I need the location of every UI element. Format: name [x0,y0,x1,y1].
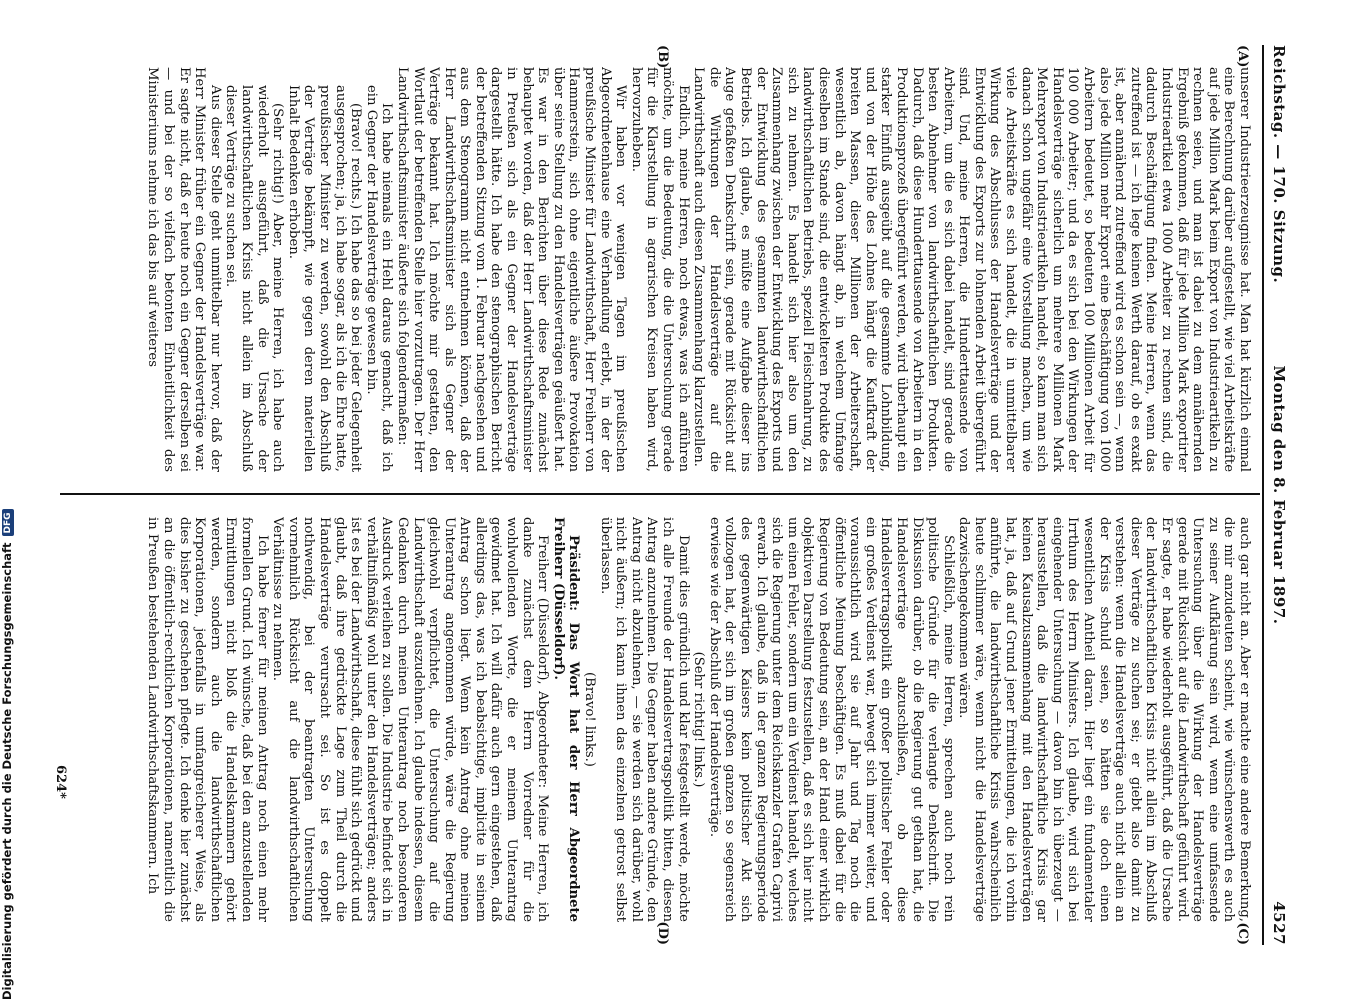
margin-marker-b: (B) [655,45,670,69]
credit-text: Digitalisierung gefördert durch die Deutsche Forschungsgemeinschaft [0,542,14,1000]
text-column-right [72,517,1252,922]
header-page-number: 4527 [1270,901,1288,945]
quote-paragraph: Ich habe niemals ein Hehl daraus gemacht, daß ich ein Gegner der Handelsverträge gewesen bin. [363,85,395,472]
paragraph: unserer Industrieerzeugnisse hat. Man hat kürzlich einmal eine Berechnung darüber aufgestellt, wie viel Arbeitskräfte auf jede Million Mark beim Export von Industrieartikeln zu rechnen seien, und man ist dabei zu dem annähernden Ergebniß gekommen, daß für jede Million Mark exportirter Industrieartikel etwa 1000 Arbeiter zu rechnen sind, die dadurch Beschäftigung finden. Meine Herren, wenn das zutreffend ist — ich lege keinen Werth darauf, ob es exakt ist, aber annähernd zutreffend wird es schon sein —, wenn also jede Million mehr Export eine Beschäftigung von 1000 Arbeitern bedeutet, so bedeuten 100 Millionen Arbeit für 100 000 Arbeiter; und da es sich bei den Wirkungen der Handelsverträge sicherlich um mehrere Millionen Mark Mehrexport von Industrieartikeln handelt, so kann man sich danach schon ungefähr eine Vorstellung machen, um wie viele Arbeitskräfte es sich handelt, die in unmittelbarer Wirkung des Abschlusses der Handelsverträge und der Entwicklung des Exports zur lohnenden Arbeit übergeführt sind. Und, meine Herren, die Hunderttausende von Arbeitern, um die es sich dabei handelt, sind gerade die besten Abnehmer von landwirthschaftlichen Produkten. Dadurch, daß diese Hunderttausende von Arbeitern in den Produktionsprozeß übergeführt werden, wird überhaupt ein starker Einfluß ausgeübt auf die gesammte Lohnbildung, und von der Höhe des Lohnes hängt die Kaufkraft der breiten Massen, dieser Millionen der Arbeiterschaft, wesentlich ab, davon hängt ab, in welchem Umfange dieselben im Stande sind, die entwickelteren Produkte des landwirthschaftlichen Betriebs, speziell Fleischnahrung, zu sich zu nehmen. Es handelt sich hier also um den Zusammenhang zwischen der Entwicklung des Exports und der Entwicklung des gesammten landwirthschaftlichen Betriebs. Ich glaube, es müßte eine Aufgabe dieser ins Auge gefaßten Denkschrift sein, gerade mit Rücksicht auf die Wirkungen der Handelsverträge auf die Landwirthschaft auch diesen Zusammenhang klarzustellen. [691,67,1252,472]
page-signature: 624* [53,765,68,799]
paragraph: Freiherr (Düsseldorf), Abgeordneter: Meine Herren, ich danke zunächst dem Herrn Vorredner für die wohlwollenden Worte, die er meinem Unterantrag gewidmet hat. Ich will dafür auch gern eingestehen, daß allerdings das, was ich beabsichtige, implicite in seinem Antrag schon liegt. Wenn kein Antrag ohne meinen Unterantrag angenommen würde, wäre die Regierung gleichwohl verpflichtet, die Untersuchung auf die Landwirthschaft auszudehnen. Ich glaube indessen, diesem Gedanken durch meinen Unterantrag noch besonderen Ausdruck verleihen zu sollen. Die Industrie befindet sich in verhältnißmäßig wohl unter den Handelsverträgen; anders ist es bei der Landwirthschaft, diese fühlt sich gedrückt und glaubt, daß ihre gedrückte Lage zum Theil durch die Handelsverträge verursacht sei. So ist es doppelt nothwendig, bei der beantragten Untersuchung vornehmlich Rücksicht auf die landwirthschaftlichen Verhältnisse zu nehmen. [270,517,551,922]
header-date: Montag den 8. Februar 1897. [1270,365,1288,625]
digitization-credit [0,0,22,1000]
dfg-logo: DFG [2,509,14,536]
quote-paragraph: (Bravo! rechts.) Ich habe das so bei jeder Gelegenheit ausgesprochen; ja, ich habe sogar, als ich die Ehre hatte, preußischer Minister zu werden, sowohl den Abschluß der Verträge bekämpft, wie gegen deren materiellen Inhalt Bedenken erhoben. [285,85,364,472]
speaker-paragraph: Präsident: Das Wort hat der Herr Abgeordnete Freiherr (Düsseldorf). [550,517,582,922]
paragraph: Aus dieser Stelle geht unmittelbar nur hervor, daß der Herr Minister früher ein Gegner der Handelsverträge war. Er sagte nicht, daß er heute noch ein Gegner derselben sei — und bei der so vielfach betonten Einheitlichkeit des Ministeriums nehme ich das bis auf weiteres [145,67,223,472]
paragraph: Damit dies gründlich und klar festgestellt werde, möchte ich alle Freunde der Handelsvertragspolitik bitten, diesen Antrag anzunehmen. Die Gegner haben andere Gründe, den Antrag nicht abzulehnen, — sie werden sich darüber, wohl nicht äußern; ich kann ihnen das einzelnen getrost selbst überlassen. [597,517,691,922]
margin-marker-d: (D) [655,921,670,945]
header-session: Reichstag. — 170. Sitzung. [1270,45,1288,284]
interjection: (Sehr richtig! links.) [691,651,707,788]
rotated-page [50,45,1290,945]
paragraph: Schließlich, meine Herren, sprechen auch noch rein politische Gründe für die verlangte Denkschrift. Die Diskussion darüber, ob die Regierung gut gethan hat, die Handelsverträge abzuschließen, ob diese Handelsvertragspolitik ein großer politischer Fehler oder ein großes Verdienst war, bewegt sich immer weiter, und voraussichtlich wird sie auf Jahr und Tag noch die öffentliche Meinung beschäftigen. Es muß dabei für die Regierung von Bedeutung sein, an der Hand einer wirklich objektiven Darstellung festzustellen, daß es sich hier nicht um einen Fehler, sondern um ein Verdienst handelt, welches sich die Regierung unter dem Reichskanzler Grafen Caprivi erwarb. Ich glaube, daß in der ganzen Regierungsperiode des gegenwärtigen Kaisers kein politischer Akt sich vollzogen hat, der sich im großen ganzen so segensreich erwiese wie der Abschluß der Handelsverträge. [706,517,956,922]
column-divider [60,493,1260,495]
page-header [1262,45,1290,945]
quote-paragraph: (Sehr richtig!) Aber, meine Herren, ich habe auch wiederholt ausgeführt, daß die Ursache der landwirthschaftlichen Krisis nicht allein im Abschluß dieser Verträge zu suchen sei. [223,85,286,472]
paragraph: Ich habe ferner für meinen Antrag noch einen mehr formellen Grund. Ich wünsche, daß bei den anzustellenden Ermittlungen nicht bloß die Handelskammern gehört werden, sondern auch die landwirthschaftlichen Korporationen, jedenfalls in umfangreicherer Weise, als dies bisher zu geschehen pflegte. Ich denke hier zunächst an die öffentlich-rechtlichen Korporationen, namentlich die in Preußen bestehenden Landwirthschaftskammern. Ich [145,517,270,922]
margin-marker-a: (A) [1235,45,1250,68]
text-column-left [72,67,1252,472]
paragraph: auch gar nicht an. Aber er machte eine andere Bemerkung, die mir anzudeuten scheint, wie wünschenswerth es auch zu seiner Aufklärung sein wird, wenn eine umfassende Untersuchung über die Wirkung der Handelsverträge gerade mit Rücksicht auf die Landwirthschaft geführt wird. Er sagte, er habe wiederholt ausgeführt, daß die Ursache der landwirthschaftlichen Krisis nicht allein im Abschluß dieser Verträge zu suchen sei; er giebt also damit zu verstehen: wenn die Handelsverträge auch nicht allein an der Krisis schuld seien, so hätten sie doch einen wesentlichen Antheil daran. Hier liegt ein fundamentaler Irrthum des Herrn Ministers. Ich glaube, wird sich bei eingehender Untersuchung — davon bin ich überzeugt — herausstellen, daß die landwirthschaftliche Krisis gar keinen Kausalzusammenhang mit den Handelsverträgen hat, ja, daß auf Grund jener Ermittelungen, die ich vorhin anführte, die landwirthschaftliche Krisis wahrscheinlich heute schlimmer wäre, wenn nicht die Handelsverträge dazwischengekommen wären. [956,517,1252,922]
interjection: (Bravo! links.) [582,672,598,767]
margin-marker-c: (C) [1235,922,1250,945]
paragraph: Endlich, meine Herren, noch etwas, was ich anführen möchte, um die Bedeutung, die die Untersuchung gerade für die Klarstellung in agrarischen Kreisen haben wird, hervorzuheben. [628,67,691,472]
paragraph: Wir haben vor wenigen Tagen im preußischen Abgeordnetenhause eine Verhandlung erlebt, in der der preußische Minister für Landwirthschaft, Herr Freiherr von Hammerstein, sich ohne eigentliche äußere Provokation über seine Stellung zu den Handelsverträgen geäußert hat. Es war in den Berichten über diese Rede zunächst behauptet worden, daß der Herr Landwirthschaftsminister in Preußen sich als ein Gegner der Handelsverträge dargestellt hätte. Ich habe den stenographischen Bericht der betreffenden Sitzung vom 1. Februar nachgesehen und aus dem Stenogramm nicht entnehmen können, daß der Herr Landwirthschaftsminister sich als Gegner der Verträge bekannt hat. Ich möchte mir gestatten, den Wortlaut der betreffenden Stelle hier vorzutragen. Der Herr Landwirthschaftsminister äußerte sich folgendermaßen: [394,67,629,472]
